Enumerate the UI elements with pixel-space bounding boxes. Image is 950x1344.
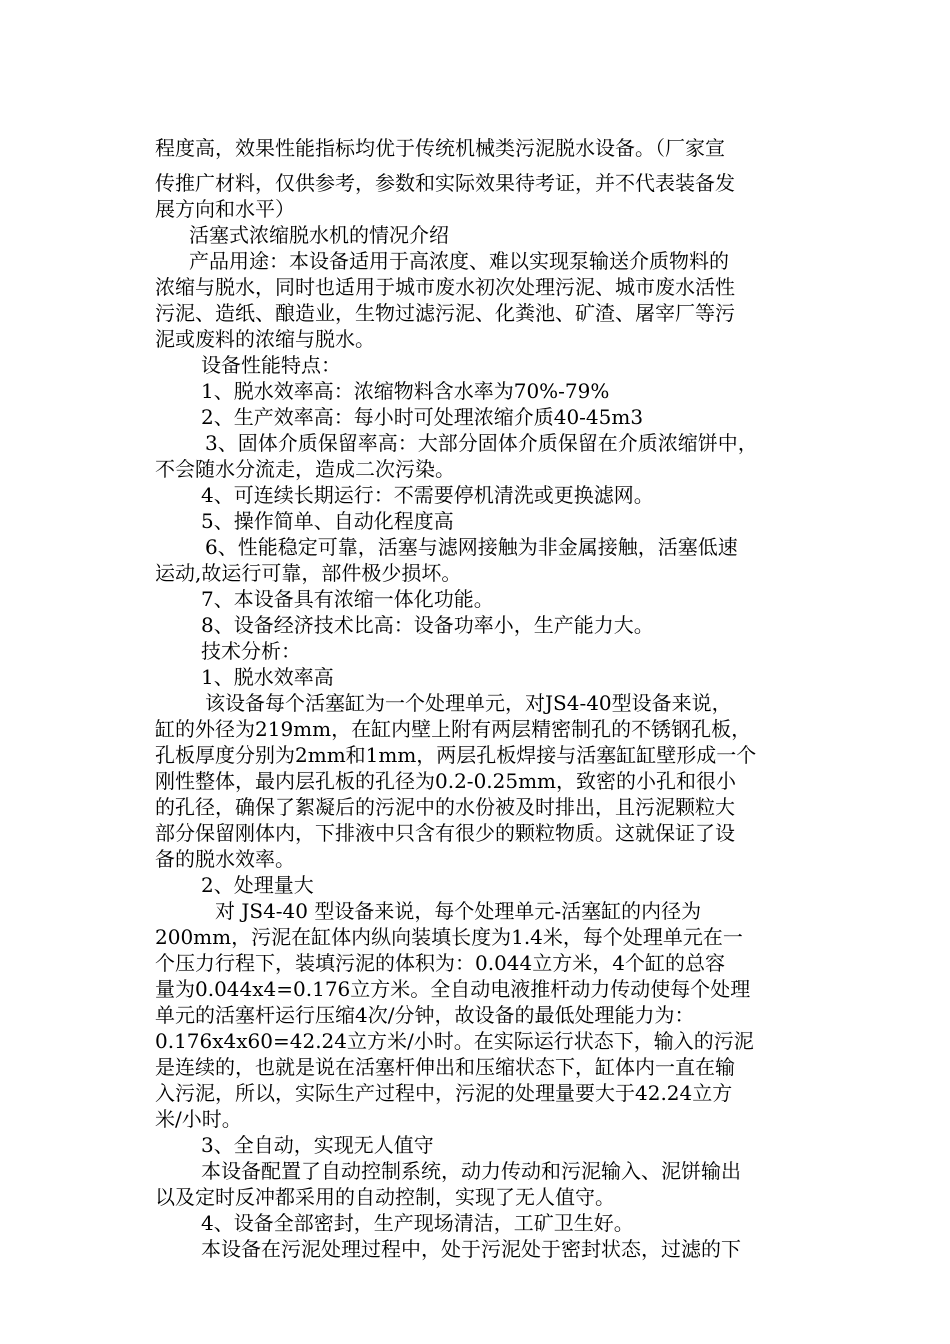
feature-item: 4、可连续长期运行：不需要停机清洗或更换滤网。 bbox=[201, 483, 654, 507]
subsection-heading: 4、设备全部密封，生产现场清洁，工矿卫生好。 bbox=[201, 1211, 634, 1235]
feature-item: 8、设备经济技术比高：设备功率小，生产能力大。 bbox=[201, 613, 654, 637]
text-line: 不会随水分流走，造成二次污染。 bbox=[155, 457, 455, 481]
text-line: 运动,故运行可靠，部件极少损坏。 bbox=[155, 561, 462, 585]
text-line: 部分保留刚体内，下排液中只含有很少的颗粒物质。这就保证了设 bbox=[155, 821, 735, 845]
text-line: 程度高，效果性能指标均优于传统机械类污泥脱水设备。（厂家宣 bbox=[155, 136, 725, 160]
text-line: 200mm，污泥在缸体内纵向装填长度为1.4米，每个处理单元在一 bbox=[155, 925, 743, 949]
subsection-heading: 2、处理量大 bbox=[201, 873, 314, 897]
text-line: 对 JS4-40 型设备来说，每个处理单元-活塞缸的内径为 bbox=[215, 899, 702, 923]
text-line: 展方向和水平） bbox=[155, 197, 295, 221]
subsection-heading: 3、全自动，实现无人值守 bbox=[201, 1133, 434, 1157]
feature-item: 3、固体介质保留率高：大部分固体介质保留在介质浓缩饼中， bbox=[205, 431, 758, 455]
feature-item: 6、性能稳定可靠，活塞与滤网接触为非金属接触，活塞低速 bbox=[205, 535, 738, 559]
text-line: 本设备配置了自动控制系统，动力传动和污泥输入、泥饼输出 bbox=[201, 1159, 741, 1183]
text-line: 孔板厚度分别为2mm和1mm，两层孔板焊接与活塞缸缸壁形成一个 bbox=[155, 743, 757, 767]
text-line: 浓缩与脱水，同时也适用于城市废水初次处理污泥、城市废水活性 bbox=[155, 275, 735, 299]
text-line: 的孔径，确保了絮凝后的污泥中的水份被及时排出，且污泥颗粒大 bbox=[155, 795, 735, 819]
section-heading: 技术分析： bbox=[201, 639, 301, 663]
text-line: 刚性整体，最内层孔板的孔径为0.2-0.25mm，致密的小孔和很小 bbox=[155, 769, 737, 793]
section-heading: 设备性能特点： bbox=[201, 353, 341, 377]
document-body bbox=[155, 135, 805, 1262]
subsection-heading: 1、脱水效率高 bbox=[201, 665, 334, 689]
text-line: 个压力行程下，装填污泥的体积为：0.044立方米，4个缸的总容 bbox=[155, 951, 725, 975]
text-line: 量为0.044x4=0.176立方米。全自动电液推杆动力传动使每个处理 bbox=[155, 977, 751, 1001]
text-line: 米/小时。 bbox=[155, 1107, 242, 1131]
text-line: 产品用途：本设备适用于高浓度、难以实现泵输送介质物料的 bbox=[189, 249, 729, 273]
text-line: 是连续的，也就是说在活塞杆伸出和压缩状态下，缸体内一直在输 bbox=[155, 1055, 735, 1079]
feature-item: 7、本设备具有浓缩一体化功能。 bbox=[201, 587, 494, 611]
section-title: 活塞式浓缩脱水机的情况介绍 bbox=[189, 223, 449, 247]
text-line: 污泥、造纸、酿造业，生物过滤污泥、化粪池、矿渣、屠宰厂等污 bbox=[155, 301, 735, 325]
text-line: 0.176x4x60=42.24立方米/小时。在实际运行状态下，输入的污泥 bbox=[155, 1029, 754, 1053]
text-line: 以及定时反冲都采用的自动控制，实现了无人值守。 bbox=[155, 1185, 615, 1209]
text-line: 泥或废料的浓缩与脱水。 bbox=[155, 327, 375, 351]
text-line: 缸的外径为219mm，在缸内壁上附有两层精密制孔的不锈钢孔板， bbox=[155, 717, 752, 741]
text-line: 传推广材料，仅供参考，参数和实际效果待考证，并不代表装备发 bbox=[155, 171, 735, 195]
feature-item: 5、操作简单、自动化程度高 bbox=[201, 509, 454, 533]
text-line: 单元的活塞杆运行压缩4次/分钟，故设备的最低处理能力为： bbox=[155, 1003, 695, 1027]
text-line: 该设备每个活塞缸为一个处理单元，对JS4-40型设备来说， bbox=[205, 691, 732, 715]
text-line: 备的脱水效率。 bbox=[155, 847, 295, 871]
feature-item: 1、脱水效率高：浓缩物料含水率为70%-79% bbox=[201, 379, 610, 403]
feature-item: 2、生产效率高：每小时可处理浓缩介质40-45m3 bbox=[201, 405, 644, 429]
text-line: 本设备在污泥处理过程中，处于污泥处于密封状态，过滤的下 bbox=[201, 1237, 741, 1261]
text-line: 入污泥，所以，实际生产过程中，污泥的处理量要大于42.24立方 bbox=[155, 1081, 733, 1105]
